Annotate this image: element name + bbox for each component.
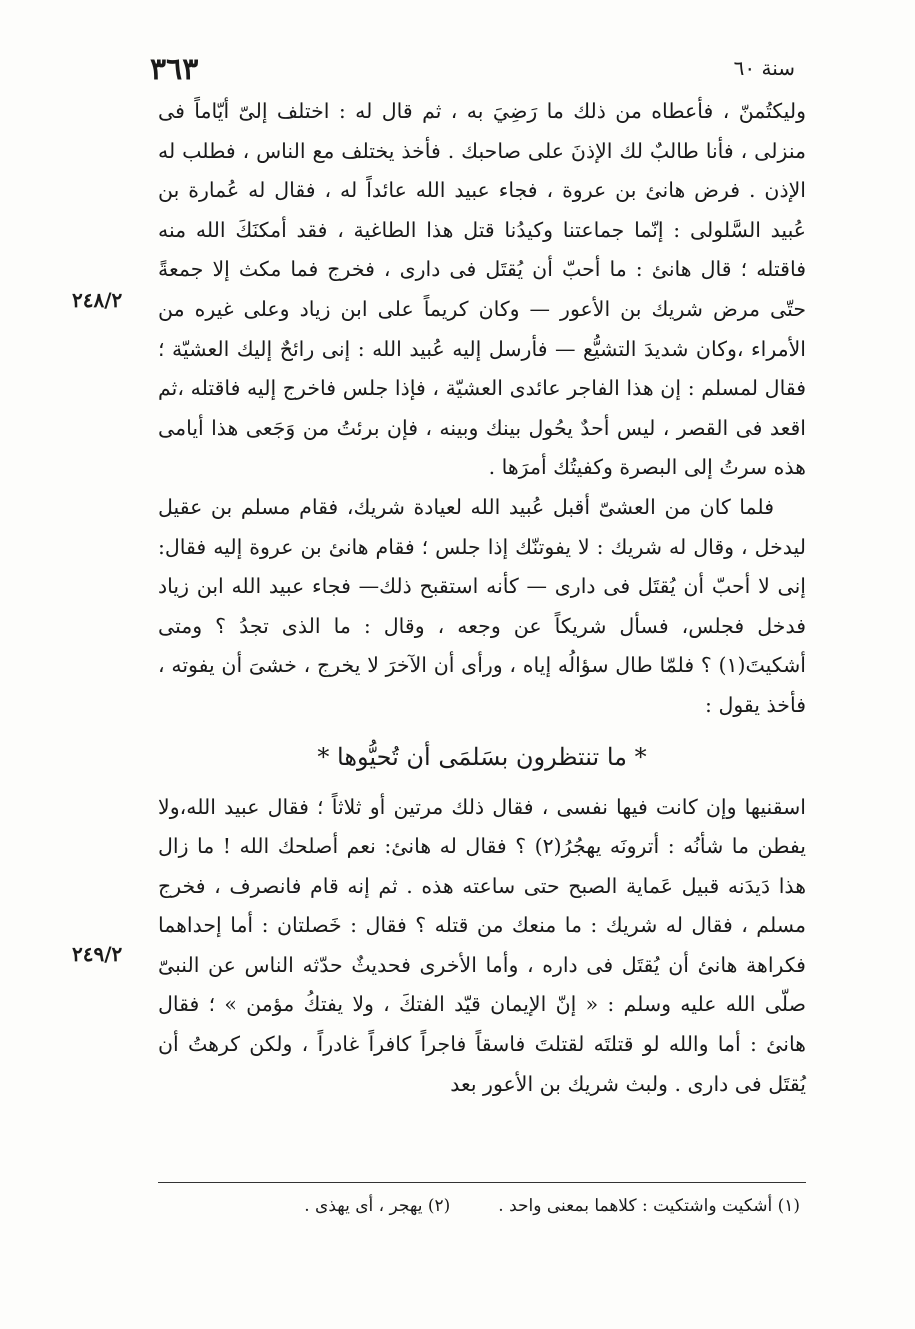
paragraph: اسقنيها وإن كانت فيها نفسى ، فقال ذلك مرتين أو ثلاثاً ؛ فقال عبيد الله،ولا يفطن ما شأنُه : أترونَه يهجُرُ(٢) ؟ فقال له هانئ: نعم أصلحك الله ! ما زال هذا دَيدَنه قبيل عَماية الصبح حتى ساعته هذه . ثم إنه قام فانصرف ، فخرج مسلم ، فقال له شريك : ما منعك من قتله ؟ فقال : خَصلتان : أما إحداهما فكراهة هانئ أن يُقتَل فى داره ، وأما الأخرى فحديثٌ حدّثه الناس عن النبىّ صلّى الله عليه وسلم : « إنّ الإيمان قيّد الفتكَ ، ولا يفتكُ مؤمن » ؛ فقال هانئ : أما والله لو قتلتَه لقتلتَ فاسقاً فاجراً كافراً غادراً ، ولكن كرهتُ أن يُقتَل فى دارى . ولبث شريك بن الأعور بعد xyxy=(158,794,807,1096)
verse-line: * ما تنتظرون بسَلمَى أن تُحيُّوها * xyxy=(317,742,647,771)
running-header-year: سنة ٦٠ xyxy=(733,56,795,80)
paragraph: فلما كان من العشىّ أقبل عُبيد الله لعيادة شريك، فقام مسلم بن عقيل ليدخل ، وقال له شريك : لا يفوتنّك إذا جلس ؛ فقام هانئ بن عروة إليه فقال: إنى لا أحبّ أن يُقتَل فى دارى — كأنه استقبح ذلك— فجاء عبيد الله ابن زياد فدخل فجلس، فسأل شريكاً عن وجعه ، وقال : ما الذى تجدُ ؟ ومتى أشكيتَ(١) ؟ فلمّا طال سؤالُه إياه ، ورأى أن الآخرَ لا يخرج ، خشىَ أن يفوته ، فأخذ يقول : xyxy=(158,494,806,717)
footnotes xyxy=(200,1196,800,1216)
main-text xyxy=(158,92,806,1104)
margin-reference: ٢٤٩/٢ xyxy=(72,942,123,966)
footnote: (١) أشكيت واشتكيت : كلاهما بمعنى واحد . xyxy=(498,1196,800,1216)
paragraph: وليكتُمنّ ، فأعطاه من ذلك ما رَضِيَ به ، ثم قال له : اختلف إلىّ أيّاماً فى منزلى ، فأنا طالبٌ لك الإذنَ على صاحبك . فأخذ يختلف مع الناس ، فطلب له الإذن . فرض هانئ بن عروة ، فجاء عبيد الله عائداً له ، فقال له عُمارة بن عُبيد السَّلولى : إنّما جماعتنا وكيدُنا قتل هذا الطاغية ، فقد أمكنَكَ الله منه فاقتله ؛ قال هانئ : ما أحبّ أن يُقتَل فى دارى ، فخرج فما مكث إلا جمعةً حتّى مرض شريك بن الأعور — وكان كريماً على ابن زياد وعلى غيره من الأمراء ،وكان شديدَ التشيُّع — فأرسل إليه عُبيد الله : إنى رائحٌ إليك العشيّة ؛ فقال لمسلم : إن هذا الفاجر عائدى العشيّة ، فإذا جلس فاخرج إليه فاقتله ،ثم اقعد فى القصر ، ليس أحدٌ يحُول بينك وبينه ، فإن برئتُ من وَجَعى هذا أيامى هذه سرتُ إلى البصرة وكفيتُك أمرَها . xyxy=(158,99,806,480)
footnote-divider xyxy=(158,1182,806,1183)
footnote: (٢) يهجر ، أى يهذى . xyxy=(304,1196,451,1216)
page-number: ٣٦٣ xyxy=(150,52,199,87)
margin-reference: ٢٤٨/٢ xyxy=(72,288,123,312)
